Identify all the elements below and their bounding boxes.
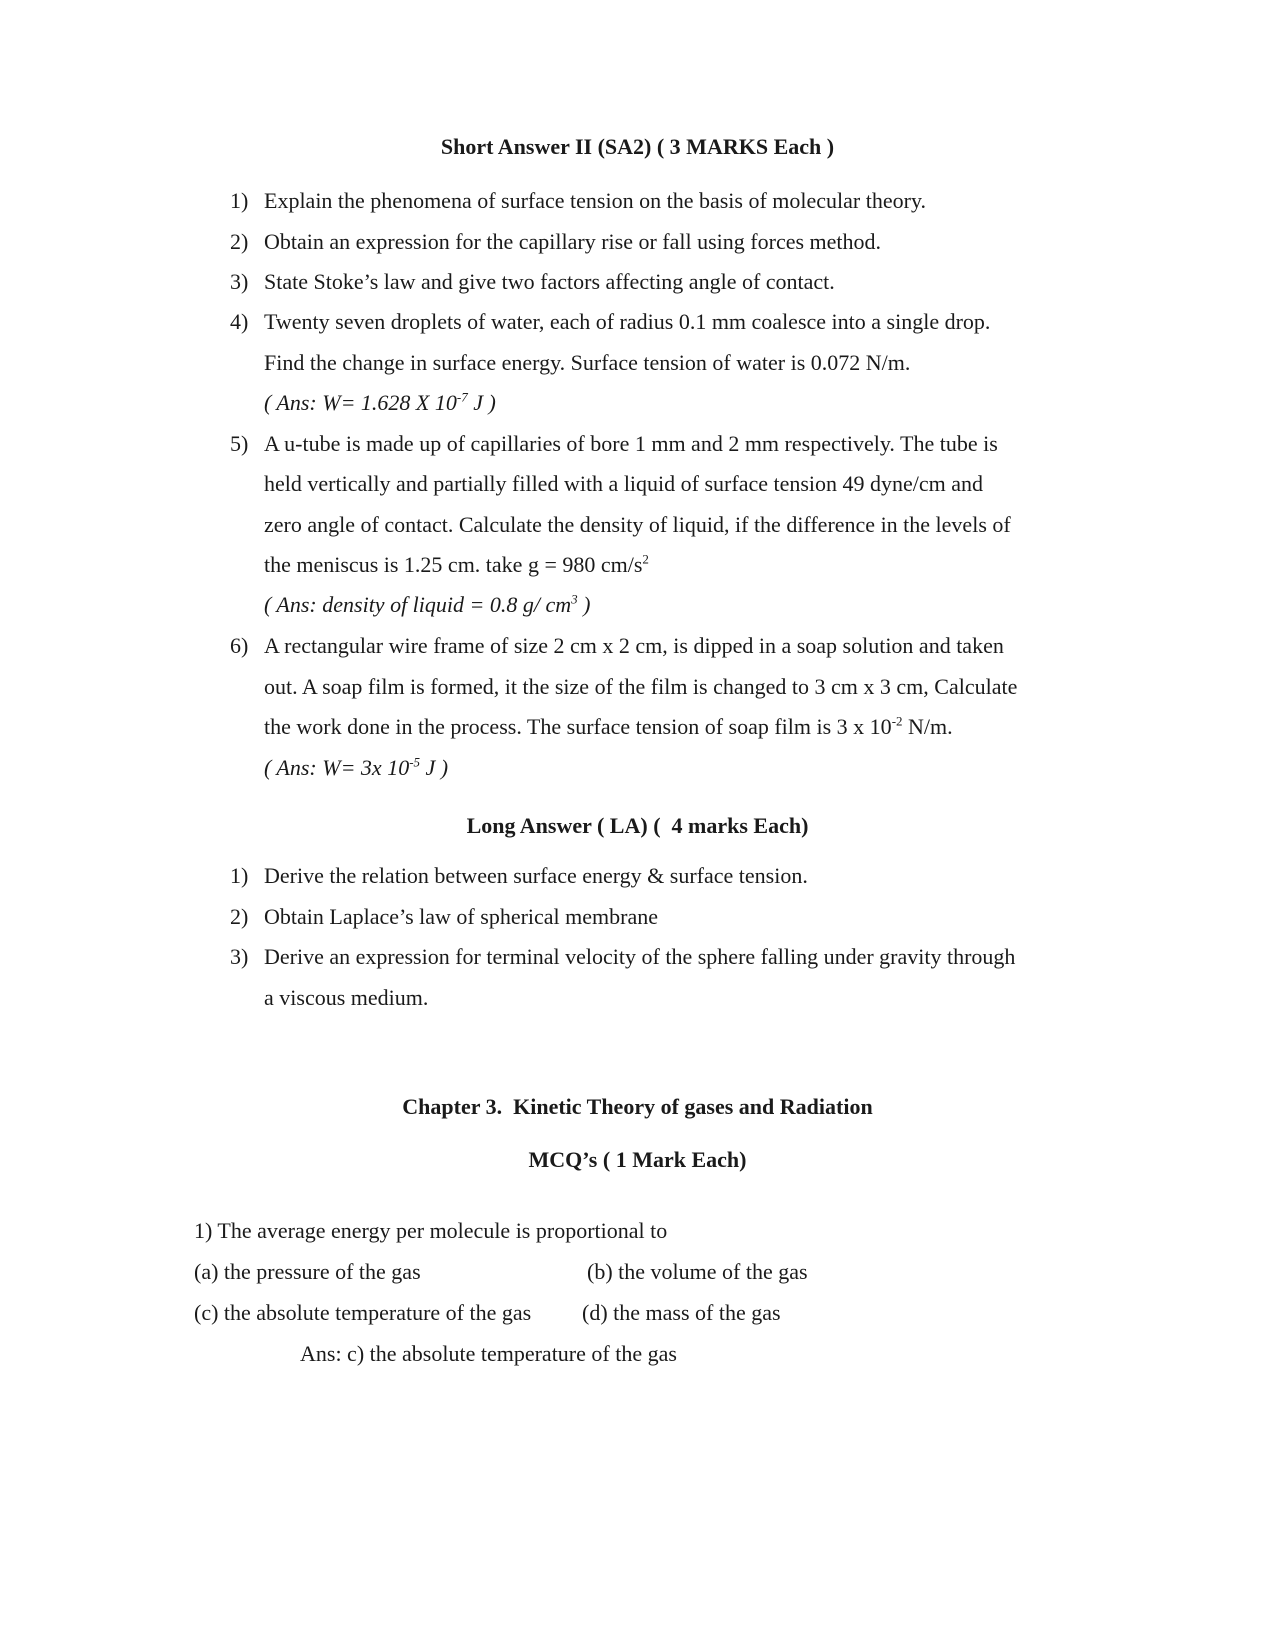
sa2-q4-line2: Find the change in surface energy. Surface tension of water is 0.072 N/m. <box>264 350 911 375</box>
chapter3-heading: Chapter 3. Kinetic Theory of gases and Radiation <box>402 1094 873 1119</box>
sa2-heading: Short Answer II (SA2) ( 3 MARKS Each ) <box>440 134 835 159</box>
mcq-q1-answer: Ans: c) the absolute temperature of the gas <box>300 1341 677 1366</box>
sa2-q1-number: 1) <box>230 188 249 213</box>
la-q2-text: Obtain Laplace’s law of spherical membrane <box>264 904 659 929</box>
mcq-q1-option-d: (d) the mass of the gas <box>582 1300 781 1325</box>
sa2-q5-line4: the meniscus is 1.25 cm. take g = 980 $cm/s^2$ <box>264 551 649 577</box>
la-q3-line2: a viscous medium. <box>264 985 429 1010</box>
sa2-q5-line3: zero angle of contact. Calculate the density of liquid, if the difference in the levels of <box>264 512 1011 537</box>
la-heading: Long Answer ( LA) ( 4 marks Each) <box>466 813 809 838</box>
mcq-q1-text: 1) The average energy per molecule is proportional to <box>194 1218 668 1243</box>
sa2-q2-number: 2) <box>230 229 249 254</box>
sa2-q5-number: 5) <box>230 431 249 456</box>
sa2-q6-line2: out. A soap film is formed, it the size of the film is changed to 3 cm x 3 cm, Calculate <box>264 674 1018 699</box>
sa2-q4-answer: ( Ans: W= 1.628 X $10^{-7}$ J ) <box>264 389 496 415</box>
sa2-q1-text: Explain the phenomena of surface tension on the basis of molecular theory. <box>264 188 927 213</box>
mcq-q1-option-a: (a) the pressure of the gas <box>194 1259 421 1284</box>
sa2-q6-line3: the work done in the process. The surface tension of soap film is 3 x $10^{-2}$ N/m. <box>264 713 953 739</box>
sa2-q6-line1: A rectangular wire frame of size 2 cm x 2 cm, is dipped in a soap solution and taken <box>264 633 1004 658</box>
sa2-q4-line1: Twenty seven droplets of water, each of radius 0.1 mm coalesce into a single drop. <box>264 309 991 334</box>
la-q2-number: 2) <box>230 904 249 929</box>
sa2-q6-number: 6) <box>230 633 249 658</box>
la-q3-line1: Derive an expression for terminal velocity of the sphere falling under gravity through <box>264 944 1016 969</box>
sa2-q3-text: State Stoke’s law and give two factors affecting angle of contact. <box>264 269 835 294</box>
la-q1-text: Derive the relation between surface energy & surface tension. <box>264 863 808 888</box>
sa2-q5-line1: A u-tube is made up of capillaries of bore 1 mm and 2 mm respectively. The tube is <box>264 431 998 456</box>
sa2-q4-number: 4) <box>230 309 249 334</box>
sa2-q6-answer: ( Ans: W= 3x $10^{-5}$ J ) <box>264 754 449 780</box>
mcq-q1-option-c: (c) the absolute temperature of the gas <box>194 1300 532 1325</box>
mcq-heading: MCQ’s ( 1 Mark Each) <box>528 1147 747 1172</box>
mcq-q1-option-b: (b) the volume of the gas <box>587 1259 808 1284</box>
sa2-q3-number: 3) <box>230 269 249 294</box>
sa2-q5-line2: held vertically and partially filled with a liquid of surface tension 49 dyne/cm and <box>264 471 984 496</box>
sa2-q5-answer: ( Ans: density of liquid = 0.8 g/ $cm^3$ ) <box>264 591 591 617</box>
la-q3-number: 3) <box>230 944 249 969</box>
la-q1-number: 1) <box>230 863 249 888</box>
sa2-q2-text: Obtain an expression for the capillary rise or fall using forces method. <box>264 229 882 254</box>
